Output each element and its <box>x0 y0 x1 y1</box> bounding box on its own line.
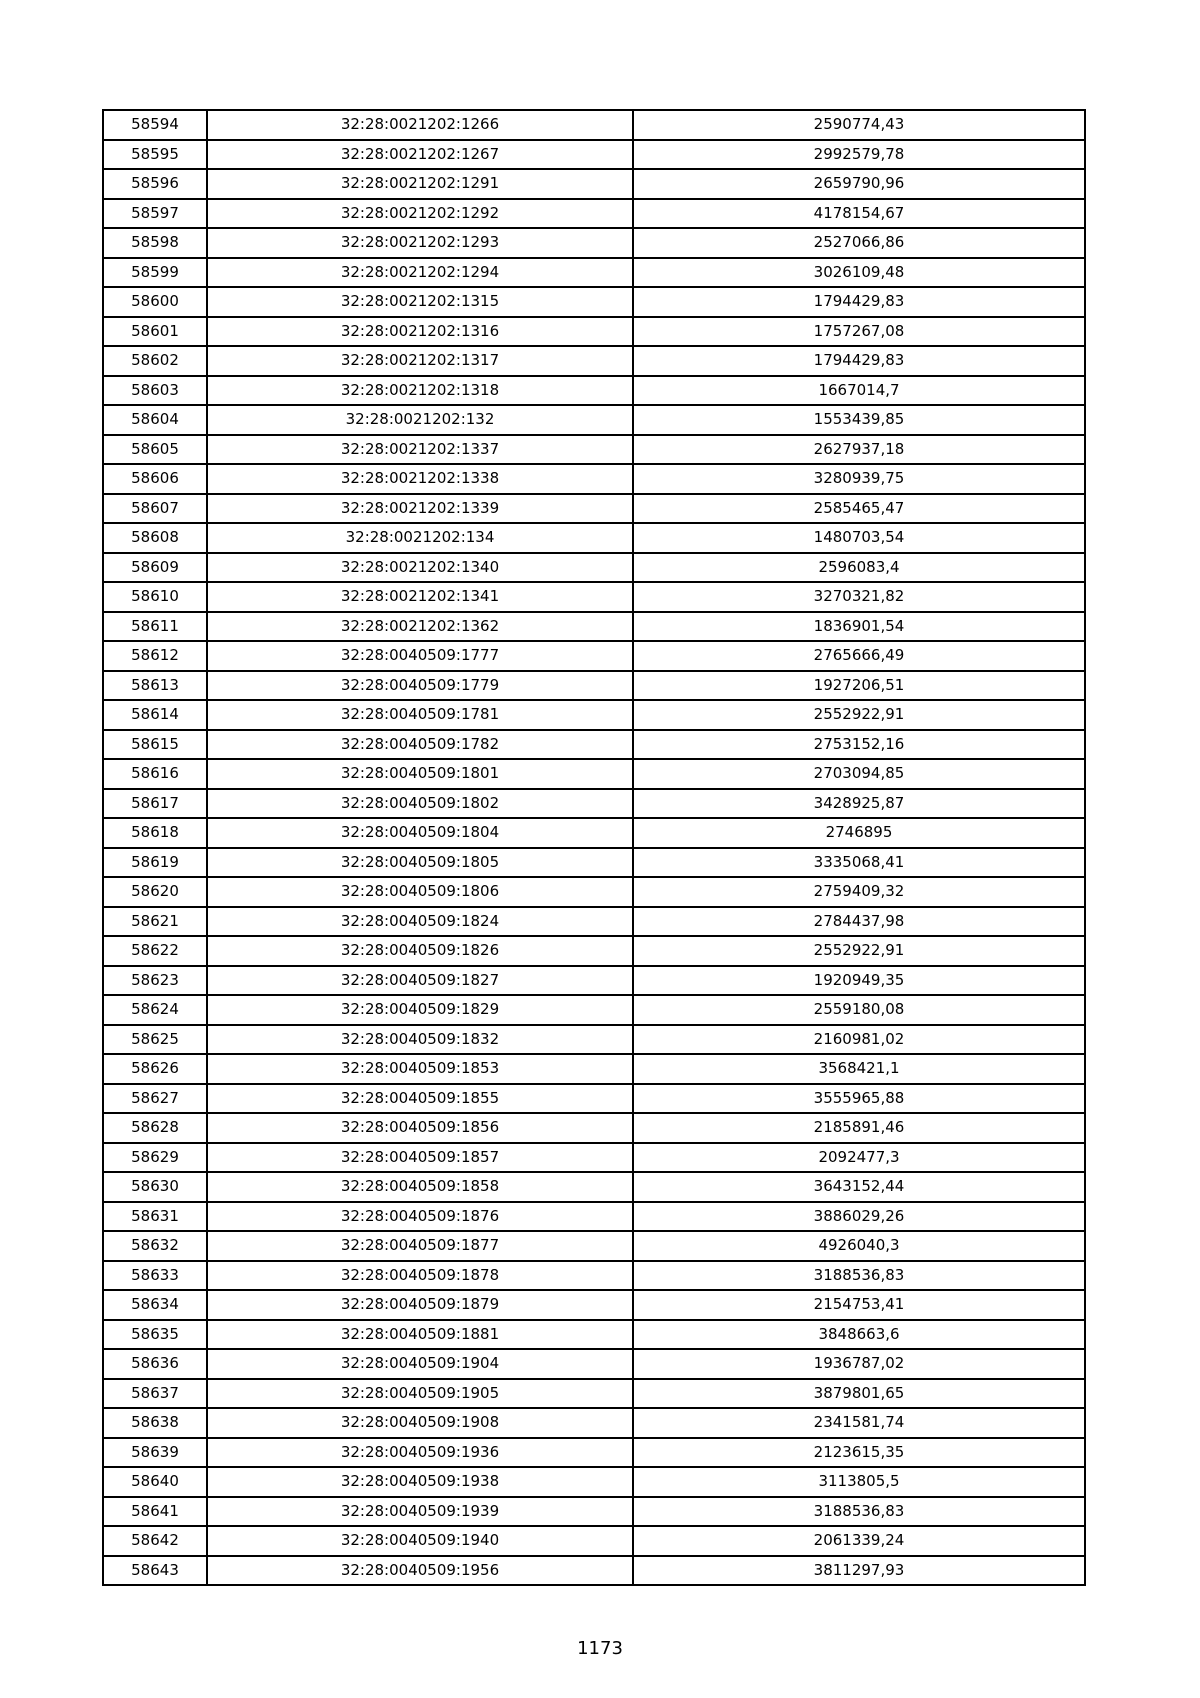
row-number-cell: 58637 <box>103 1379 207 1409</box>
cadastral-number-cell: 32:28:0040509:1779 <box>207 671 633 701</box>
table-row <box>103 523 1085 553</box>
cadastral-number-cell: 32:28:0040509:1781 <box>207 700 633 730</box>
row-number-cell: 58627 <box>103 1084 207 1114</box>
row-number-cell: 58628 <box>103 1113 207 1143</box>
value-cell: 2154753,41 <box>633 1290 1085 1320</box>
table-row <box>103 376 1085 406</box>
cadastral-number-cell: 32:28:0040509:1904 <box>207 1349 633 1379</box>
cadastral-number-cell: 32:28:0040509:1806 <box>207 877 633 907</box>
cadastral-number-cell: 32:28:0021202:1340 <box>207 553 633 583</box>
value-cell: 1667014,7 <box>633 376 1085 406</box>
table-row <box>103 1379 1085 1409</box>
page-number: 1173 <box>577 1638 623 1659</box>
table-row <box>103 789 1085 819</box>
cadastral-number-cell: 32:28:0040509:1855 <box>207 1084 633 1114</box>
row-number-cell: 58594 <box>103 110 207 140</box>
row-number-cell: 58616 <box>103 759 207 789</box>
row-number-cell: 58636 <box>103 1349 207 1379</box>
row-number-cell: 58641 <box>103 1497 207 1527</box>
table-row <box>103 1556 1085 1586</box>
value-cell: 3026109,48 <box>633 258 1085 288</box>
table-row <box>103 494 1085 524</box>
row-number-cell: 58618 <box>103 818 207 848</box>
row-number-cell: 58635 <box>103 1320 207 1350</box>
cadastral-number-cell: 32:28:0021202:1318 <box>207 376 633 406</box>
table-row <box>103 1084 1085 1114</box>
table-row <box>103 110 1085 140</box>
row-number-cell: 58630 <box>103 1172 207 1202</box>
table-row <box>103 1172 1085 1202</box>
value-cell: 2185891,46 <box>633 1113 1085 1143</box>
row-number-cell: 58597 <box>103 199 207 229</box>
table-row <box>103 1261 1085 1291</box>
table-row <box>103 612 1085 642</box>
cadastral-number-cell: 32:28:0040509:1936 <box>207 1438 633 1468</box>
value-cell: 2123615,35 <box>633 1438 1085 1468</box>
table-row <box>103 169 1085 199</box>
table-row <box>103 907 1085 937</box>
value-cell: 2759409,32 <box>633 877 1085 907</box>
row-number-cell: 58631 <box>103 1202 207 1232</box>
cadastral-number-cell: 32:28:0040509:1827 <box>207 966 633 996</box>
row-number-cell: 58624 <box>103 995 207 1025</box>
value-cell: 3555965,88 <box>633 1084 1085 1114</box>
row-number-cell: 58632 <box>103 1231 207 1261</box>
cadastral-number-cell: 32:28:0040509:1804 <box>207 818 633 848</box>
cadastral-number-cell: 32:28:0040509:1878 <box>207 1261 633 1291</box>
cadastral-number-cell: 32:28:0021202:1315 <box>207 287 633 317</box>
value-cell: 2552922,91 <box>633 700 1085 730</box>
row-number-cell: 58613 <box>103 671 207 701</box>
table-row <box>103 435 1085 465</box>
row-number-cell: 58609 <box>103 553 207 583</box>
cadastral-number-cell: 32:28:0021202:1338 <box>207 464 633 494</box>
value-cell: 1553439,85 <box>633 405 1085 435</box>
table-row <box>103 464 1085 494</box>
table-row <box>103 730 1085 760</box>
table-row <box>103 1025 1085 1055</box>
value-cell: 2559180,08 <box>633 995 1085 1025</box>
row-number-cell: 58603 <box>103 376 207 406</box>
row-number-cell: 58639 <box>103 1438 207 1468</box>
table-row <box>103 1320 1085 1350</box>
cadastral-number-cell: 32:28:0040509:1856 <box>207 1113 633 1143</box>
value-cell: 2746895 <box>633 818 1085 848</box>
value-cell: 2585465,47 <box>633 494 1085 524</box>
row-number-cell: 58642 <box>103 1526 207 1556</box>
row-number-cell: 58595 <box>103 140 207 170</box>
row-number-cell: 58607 <box>103 494 207 524</box>
value-cell: 2659790,96 <box>633 169 1085 199</box>
cadastral-number-cell: 32:28:0040509:1802 <box>207 789 633 819</box>
table-row <box>103 199 1085 229</box>
cadastral-number-cell: 32:28:0021202:1362 <box>207 612 633 642</box>
cadastral-number-cell: 32:28:0021202:1316 <box>207 317 633 347</box>
table-row <box>103 287 1085 317</box>
cadastral-number-cell: 32:28:0021202:1266 <box>207 110 633 140</box>
value-cell: 3848663,6 <box>633 1320 1085 1350</box>
value-cell: 3280939,75 <box>633 464 1085 494</box>
table-row <box>103 641 1085 671</box>
row-number-cell: 58621 <box>103 907 207 937</box>
cadastral-number-cell: 32:28:0040509:1879 <box>207 1290 633 1320</box>
value-cell: 2596083,4 <box>633 553 1085 583</box>
row-number-cell: 58614 <box>103 700 207 730</box>
cadastral-number-cell: 32:28:0040509:1805 <box>207 848 633 878</box>
table-row <box>103 346 1085 376</box>
value-cell: 1757267,08 <box>633 317 1085 347</box>
cadastral-number-cell: 32:28:0040509:1857 <box>207 1143 633 1173</box>
row-number-cell: 58643 <box>103 1556 207 1586</box>
table-row <box>103 1202 1085 1232</box>
value-cell: 1794429,83 <box>633 287 1085 317</box>
cadastral-number-cell: 32:28:0040509:1908 <box>207 1408 633 1438</box>
value-cell: 2992579,78 <box>633 140 1085 170</box>
cadastral-number-cell: 32:28:0040509:1826 <box>207 936 633 966</box>
value-cell: 2552922,91 <box>633 936 1085 966</box>
cadastral-number-cell: 32:28:0021202:1317 <box>207 346 633 376</box>
table-row <box>103 1231 1085 1261</box>
value-cell: 2784437,98 <box>633 907 1085 937</box>
table-row <box>103 1497 1085 1527</box>
row-number-cell: 58612 <box>103 641 207 671</box>
value-cell: 3113805,5 <box>633 1467 1085 1497</box>
value-cell: 2341581,74 <box>633 1408 1085 1438</box>
cadastral-number-cell: 32:28:0021202:1292 <box>207 199 633 229</box>
row-number-cell: 58599 <box>103 258 207 288</box>
cadastral-number-cell: 32:28:0021202:132 <box>207 405 633 435</box>
value-cell: 2061339,24 <box>633 1526 1085 1556</box>
table-row <box>103 1290 1085 1320</box>
cadastral-number-cell: 32:28:0040509:1824 <box>207 907 633 937</box>
cadastral-number-cell: 32:28:0040509:1858 <box>207 1172 633 1202</box>
value-cell: 4178154,67 <box>633 199 1085 229</box>
data-table <box>102 109 1086 1586</box>
row-number-cell: 58596 <box>103 169 207 199</box>
row-number-cell: 58622 <box>103 936 207 966</box>
cadastral-number-cell: 32:28:0040509:1782 <box>207 730 633 760</box>
table-row <box>103 671 1085 701</box>
cadastral-number-cell: 32:28:0040509:1853 <box>207 1054 633 1084</box>
value-cell: 3568421,1 <box>633 1054 1085 1084</box>
table-row <box>103 582 1085 612</box>
cadastral-number-cell: 32:28:0040509:1940 <box>207 1526 633 1556</box>
table-row <box>103 995 1085 1025</box>
table-row <box>103 317 1085 347</box>
row-number-cell: 58611 <box>103 612 207 642</box>
value-cell: 1794429,83 <box>633 346 1085 376</box>
table-row <box>103 1438 1085 1468</box>
table-row <box>103 966 1085 996</box>
cadastral-number-cell: 32:28:0040509:1939 <box>207 1497 633 1527</box>
cadastral-number-cell: 32:28:0040509:1777 <box>207 641 633 671</box>
cadastral-number-cell: 32:28:0040509:1905 <box>207 1379 633 1409</box>
value-cell: 3879801,65 <box>633 1379 1085 1409</box>
value-cell: 2765666,49 <box>633 641 1085 671</box>
table-row <box>103 1349 1085 1379</box>
row-number-cell: 58610 <box>103 582 207 612</box>
value-cell: 3335068,41 <box>633 848 1085 878</box>
table-row <box>103 877 1085 907</box>
table-row <box>103 1054 1085 1084</box>
cadastral-number-cell: 32:28:0040509:1832 <box>207 1025 633 1055</box>
row-number-cell: 58633 <box>103 1261 207 1291</box>
value-cell: 3188536,83 <box>633 1497 1085 1527</box>
cadastral-number-cell: 32:28:0021202:1341 <box>207 582 633 612</box>
row-number-cell: 58626 <box>103 1054 207 1084</box>
value-cell: 2753152,16 <box>633 730 1085 760</box>
cadastral-number-cell: 32:28:0021202:134 <box>207 523 633 553</box>
table-row <box>103 1143 1085 1173</box>
value-cell: 4926040,3 <box>633 1231 1085 1261</box>
value-cell: 1936787,02 <box>633 1349 1085 1379</box>
value-cell: 3643152,44 <box>633 1172 1085 1202</box>
cadastral-number-cell: 32:28:0040509:1881 <box>207 1320 633 1350</box>
row-number-cell: 58623 <box>103 966 207 996</box>
row-number-cell: 58598 <box>103 228 207 258</box>
row-number-cell: 58619 <box>103 848 207 878</box>
table-row <box>103 848 1085 878</box>
table-row <box>103 228 1085 258</box>
value-cell: 1927206,51 <box>633 671 1085 701</box>
table-body <box>103 110 1085 1585</box>
cadastral-number-cell: 32:28:0021202:1291 <box>207 169 633 199</box>
table-row <box>103 759 1085 789</box>
table-row <box>103 258 1085 288</box>
row-number-cell: 58615 <box>103 730 207 760</box>
value-cell: 2590774,43 <box>633 110 1085 140</box>
value-cell: 2627937,18 <box>633 435 1085 465</box>
cadastral-number-cell: 32:28:0021202:1337 <box>207 435 633 465</box>
cadastral-number-cell: 32:28:0021202:1339 <box>207 494 633 524</box>
row-number-cell: 58638 <box>103 1408 207 1438</box>
value-cell: 3811297,93 <box>633 1556 1085 1586</box>
table-row <box>103 700 1085 730</box>
value-cell: 3428925,87 <box>633 789 1085 819</box>
row-number-cell: 58617 <box>103 789 207 819</box>
row-number-cell: 58606 <box>103 464 207 494</box>
table-row <box>103 936 1085 966</box>
table-row <box>103 818 1085 848</box>
value-cell: 2527066,86 <box>633 228 1085 258</box>
row-number-cell: 58608 <box>103 523 207 553</box>
cadastral-number-cell: 32:28:0040509:1876 <box>207 1202 633 1232</box>
cadastral-number-cell: 32:28:0040509:1877 <box>207 1231 633 1261</box>
table-row <box>103 553 1085 583</box>
row-number-cell: 58601 <box>103 317 207 347</box>
value-cell: 1480703,54 <box>633 523 1085 553</box>
table-row <box>103 140 1085 170</box>
value-cell: 2703094,85 <box>633 759 1085 789</box>
value-cell: 1836901,54 <box>633 612 1085 642</box>
row-number-cell: 58620 <box>103 877 207 907</box>
table-row <box>103 1467 1085 1497</box>
row-number-cell: 58629 <box>103 1143 207 1173</box>
cadastral-number-cell: 32:28:0040509:1801 <box>207 759 633 789</box>
cadastral-number-cell: 32:28:0021202:1294 <box>207 258 633 288</box>
table-row <box>103 1526 1085 1556</box>
value-cell: 3886029,26 <box>633 1202 1085 1232</box>
row-number-cell: 58625 <box>103 1025 207 1055</box>
value-cell: 2092477,3 <box>633 1143 1085 1173</box>
row-number-cell: 58605 <box>103 435 207 465</box>
cadastral-number-cell: 32:28:0040509:1956 <box>207 1556 633 1586</box>
row-number-cell: 58602 <box>103 346 207 376</box>
table-row <box>103 1113 1085 1143</box>
cadastral-number-cell: 32:28:0040509:1938 <box>207 1467 633 1497</box>
value-cell: 3188536,83 <box>633 1261 1085 1291</box>
cadastral-number-cell: 32:28:0040509:1829 <box>207 995 633 1025</box>
value-cell: 3270321,82 <box>633 582 1085 612</box>
value-cell: 2160981,02 <box>633 1025 1085 1055</box>
cadastral-number-cell: 32:28:0021202:1267 <box>207 140 633 170</box>
cadastral-number-cell: 32:28:0021202:1293 <box>207 228 633 258</box>
row-number-cell: 58604 <box>103 405 207 435</box>
row-number-cell: 58640 <box>103 1467 207 1497</box>
row-number-cell: 58600 <box>103 287 207 317</box>
table-row <box>103 405 1085 435</box>
value-cell: 1920949,35 <box>633 966 1085 996</box>
row-number-cell: 58634 <box>103 1290 207 1320</box>
table-row <box>103 1408 1085 1438</box>
